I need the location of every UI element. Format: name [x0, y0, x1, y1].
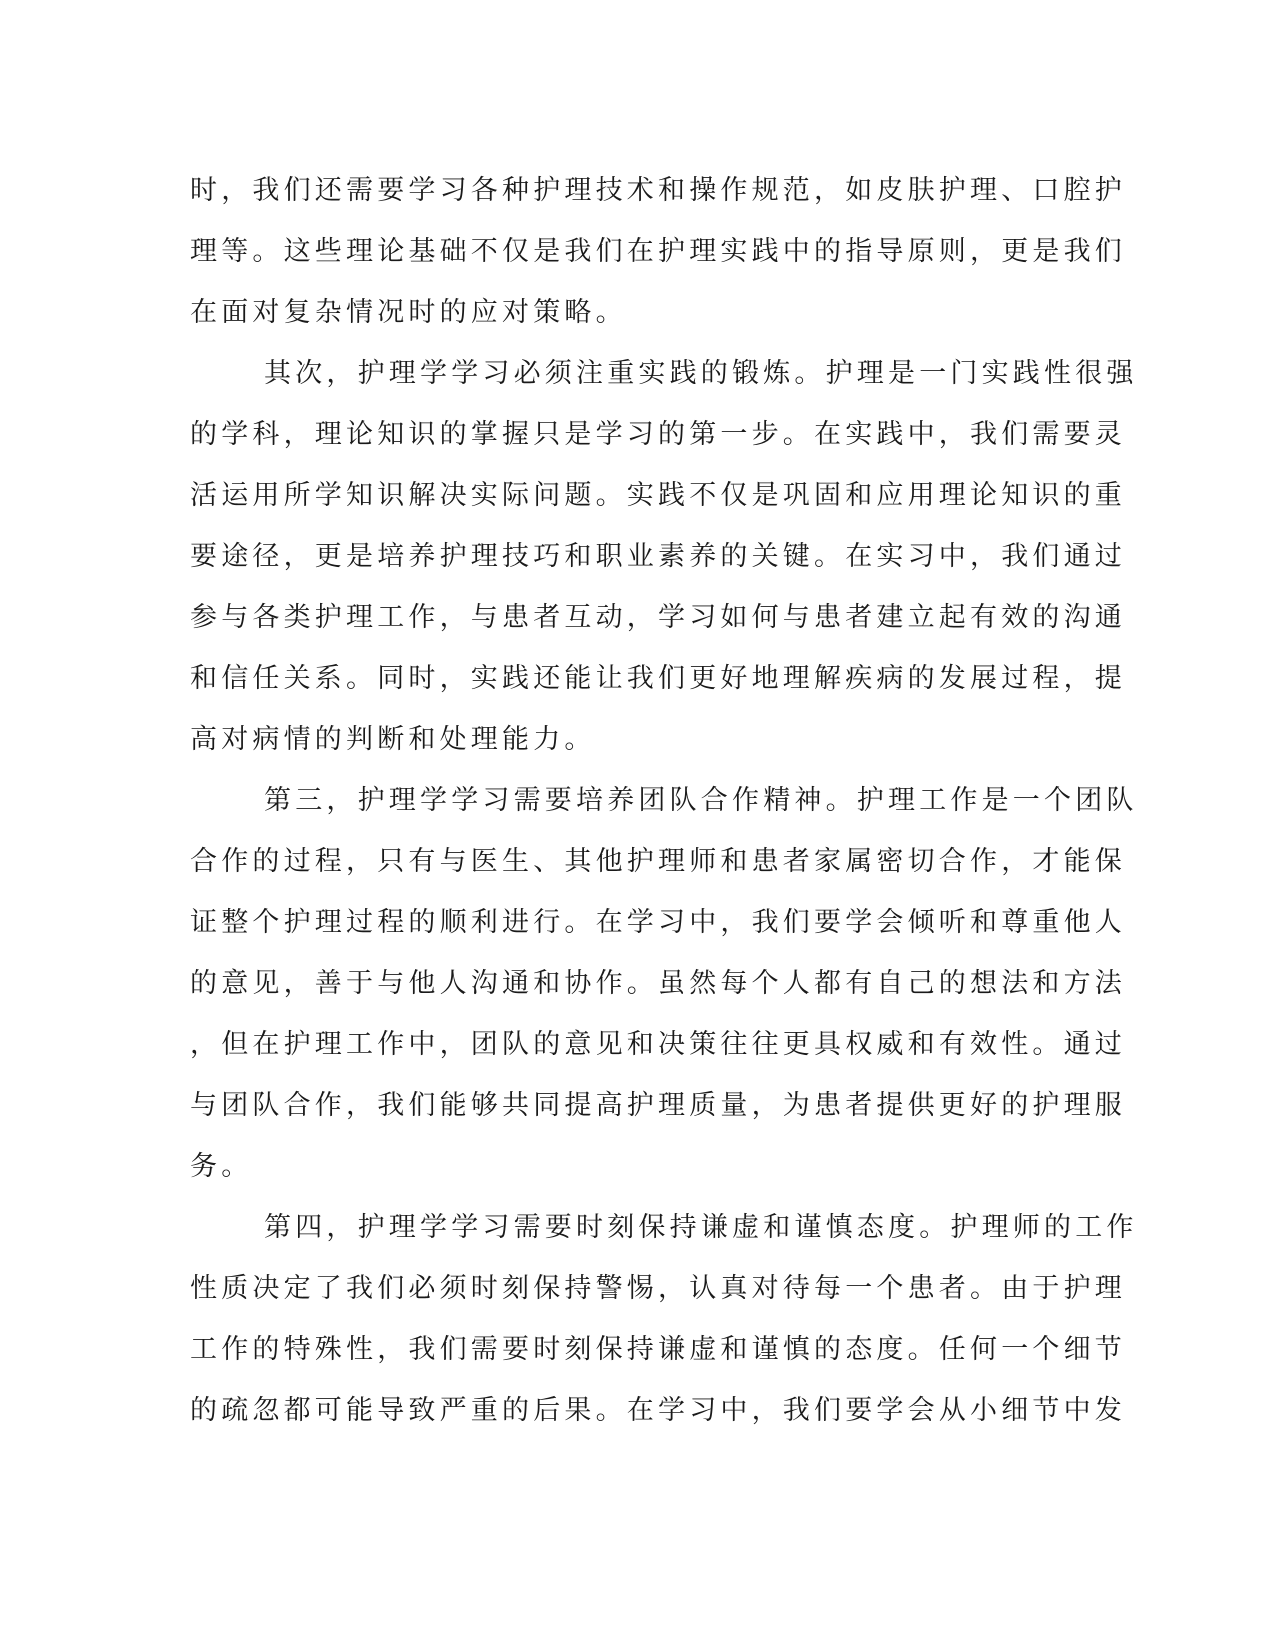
- text-line: 参与各类护理工作，与患者互动，学习如何与患者建立起有效的沟通: [190, 602, 1126, 633]
- text-line: 理等。这些理论基础不仅是我们在护理实践中的指导原则，更是我们: [190, 236, 1126, 267]
- text-line: 在面对复杂情况时的应对策略。: [190, 297, 627, 328]
- text-line: 的疏忽都可能导致严重的后果。在学习中，我们要学会从小细节中发: [190, 1395, 1126, 1426]
- text-line: 与团队合作，我们能够共同提高护理质量，为患者提供更好的护理服: [190, 1090, 1126, 1121]
- text-line: 工作的特殊性，我们需要时刻保持谦虚和谨慎的态度。任何一个细节: [190, 1334, 1126, 1365]
- paragraph-start-line: 第四，护理学学习需要时刻保持谦虚和谨慎态度。护理师的工作: [264, 1212, 1138, 1243]
- text-line: 证整个护理过程的顺利进行。在学习中，我们要学会倾听和尊重他人: [190, 907, 1126, 938]
- text-line: 要途径，更是培养护理技巧和职业素养的关键。在实习中，我们通过: [190, 541, 1126, 572]
- text-line: 和信任关系。同时，实践还能让我们更好地理解疾病的发展过程，提: [190, 663, 1126, 694]
- paragraph-start-line: 其次，护理学学习必须注重实践的锻炼。护理是一门实践性很强: [264, 358, 1138, 389]
- text-line: 活运用所学知识解决实际问题。实践不仅是巩固和应用理论知识的重: [190, 480, 1126, 511]
- text-line: 高对病情的判断和处理能力。: [190, 724, 596, 755]
- text-line: 的学科，理论知识的掌握只是学习的第一步。在实践中，我们需要灵: [190, 419, 1126, 450]
- paragraph-start-line: 第三，护理学学习需要培养团队合作精神。护理工作是一个团队: [264, 785, 1138, 816]
- text-line: 时，我们还需要学习各种护理技术和操作规范，如皮肤护理、口腔护: [190, 175, 1126, 206]
- text-line: 的意见，善于与他人沟通和协作。虽然每个人都有自己的想法和方法: [190, 968, 1126, 999]
- text-line: ，但在护理工作中，团队的意见和决策往往更具权威和有效性。通过: [190, 1029, 1126, 1060]
- text-line: 务。: [190, 1151, 253, 1182]
- text-line: 性质决定了我们必须时刻保持警惕，认真对待每一个患者。由于护理: [190, 1273, 1126, 1304]
- text-line: 合作的过程，只有与医生、其他护理师和患者家属密切合作，才能保: [190, 846, 1126, 877]
- document-body: [190, 160, 1138, 1441]
